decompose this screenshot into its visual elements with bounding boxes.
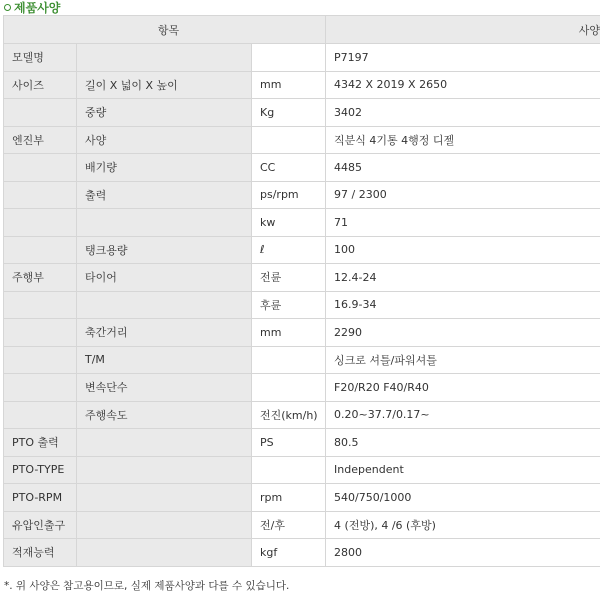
section-title-text: 제품사양 (14, 0, 61, 15)
row-item: 길이 X 넓이 X 높이 (77, 71, 252, 99)
row-value: 540/750/1000 (326, 484, 600, 512)
row-item: 변속단수 (77, 374, 252, 402)
row-item (77, 511, 252, 539)
row-category: PTO-RPM (4, 484, 77, 512)
row-category (4, 346, 77, 374)
row-value: 16.9-34 (326, 291, 600, 319)
table-row (4, 539, 600, 567)
row-item (77, 44, 252, 72)
row-value: 4342 X 2019 X 2650 (326, 71, 600, 99)
row-item: 탱크용량 (77, 236, 252, 264)
table-row (4, 319, 600, 347)
row-unit: 후륜 (252, 291, 326, 319)
footnote: *. 위 사양은 참고용이므로, 실제 제품사양과 다를 수 있습니다. (4, 580, 290, 592)
table-row (4, 374, 600, 402)
row-unit (252, 126, 326, 154)
row-item (77, 429, 252, 457)
row-unit: PS (252, 429, 326, 457)
table-row (4, 71, 600, 99)
table-row (4, 181, 600, 209)
header-item: 항목 (4, 16, 326, 44)
row-unit (252, 346, 326, 374)
row-value: 2290 (326, 319, 600, 347)
row-category: PTO 출력 (4, 429, 77, 457)
row-unit (252, 44, 326, 72)
row-item (77, 456, 252, 484)
row-item: 축간거리 (77, 319, 252, 347)
table-row (4, 511, 600, 539)
row-value: 싱크로 셔틀/파워셔틀 (326, 346, 600, 374)
row-category: 사이즈 (4, 71, 77, 99)
row-item: 타이어 (77, 264, 252, 292)
row-value: 12.4-24 (326, 264, 600, 292)
row-category (4, 181, 77, 209)
row-value: Independent (326, 456, 600, 484)
row-category: 적재능력 (4, 539, 77, 567)
row-value: 직분식 4기통 4행정 디젤 (326, 126, 600, 154)
table-row (4, 126, 600, 154)
row-category (4, 319, 77, 347)
spec-table (3, 15, 600, 567)
row-item: 사양 (77, 126, 252, 154)
table-row (4, 401, 600, 429)
row-category (4, 154, 77, 182)
row-item (77, 539, 252, 567)
row-category (4, 291, 77, 319)
row-value: 80.5 (326, 429, 600, 457)
row-category: 주행부 (4, 264, 77, 292)
circle-bullet-icon (4, 4, 11, 11)
row-item: 출력 (77, 181, 252, 209)
row-item: 주행속도 (77, 401, 252, 429)
row-value: 97 / 2300 (326, 181, 600, 209)
row-value: 71 (326, 209, 600, 237)
table-row (4, 291, 600, 319)
table-row (4, 264, 600, 292)
row-value: 4485 (326, 154, 600, 182)
table-header-row (4, 16, 600, 44)
row-value: 2800 (326, 539, 600, 567)
row-unit: mm (252, 71, 326, 99)
table-row (4, 236, 600, 264)
row-category: 모델명 (4, 44, 77, 72)
row-category (4, 209, 77, 237)
row-unit: rpm (252, 484, 326, 512)
row-category: PTO-TYPE (4, 456, 77, 484)
table-row (4, 209, 600, 237)
table-row (4, 456, 600, 484)
row-item: 배기량 (77, 154, 252, 182)
row-value: 3402 (326, 99, 600, 127)
row-unit: mm (252, 319, 326, 347)
row-unit: CC (252, 154, 326, 182)
table-row (4, 346, 600, 374)
row-category (4, 401, 77, 429)
row-item (77, 484, 252, 512)
row-value: F20/R20 F40/R40 (326, 374, 600, 402)
row-value: 0.20~37.7/0.17~ (326, 401, 600, 429)
row-unit: kgf (252, 539, 326, 567)
row-unit: Kg (252, 99, 326, 127)
row-category (4, 236, 77, 264)
row-category: 유압인출구 (4, 511, 77, 539)
table-row (4, 99, 600, 127)
row-unit: ℓ (252, 236, 326, 264)
spec-table-body (4, 16, 600, 567)
row-value: 4 (전방), 4 /6 (후방) (326, 511, 600, 539)
row-category (4, 99, 77, 127)
row-unit (252, 374, 326, 402)
header-spec: 사양 (326, 16, 600, 44)
row-unit: ps/rpm (252, 181, 326, 209)
row-item (77, 209, 252, 237)
row-item: 중량 (77, 99, 252, 127)
row-category (4, 374, 77, 402)
table-row (4, 429, 600, 457)
row-unit: kw (252, 209, 326, 237)
row-category: 엔진부 (4, 126, 77, 154)
row-unit: 전진(km/h) (252, 401, 326, 429)
row-unit: 전/후 (252, 511, 326, 539)
row-item (77, 291, 252, 319)
row-value: 100 (326, 236, 600, 264)
table-row (4, 44, 600, 72)
row-unit: 전륜 (252, 264, 326, 292)
row-value: P7197 (326, 44, 600, 72)
row-item: T/M (77, 346, 252, 374)
table-row (4, 154, 600, 182)
row-unit (252, 456, 326, 484)
section-title (4, 0, 60, 14)
table-row (4, 484, 600, 512)
